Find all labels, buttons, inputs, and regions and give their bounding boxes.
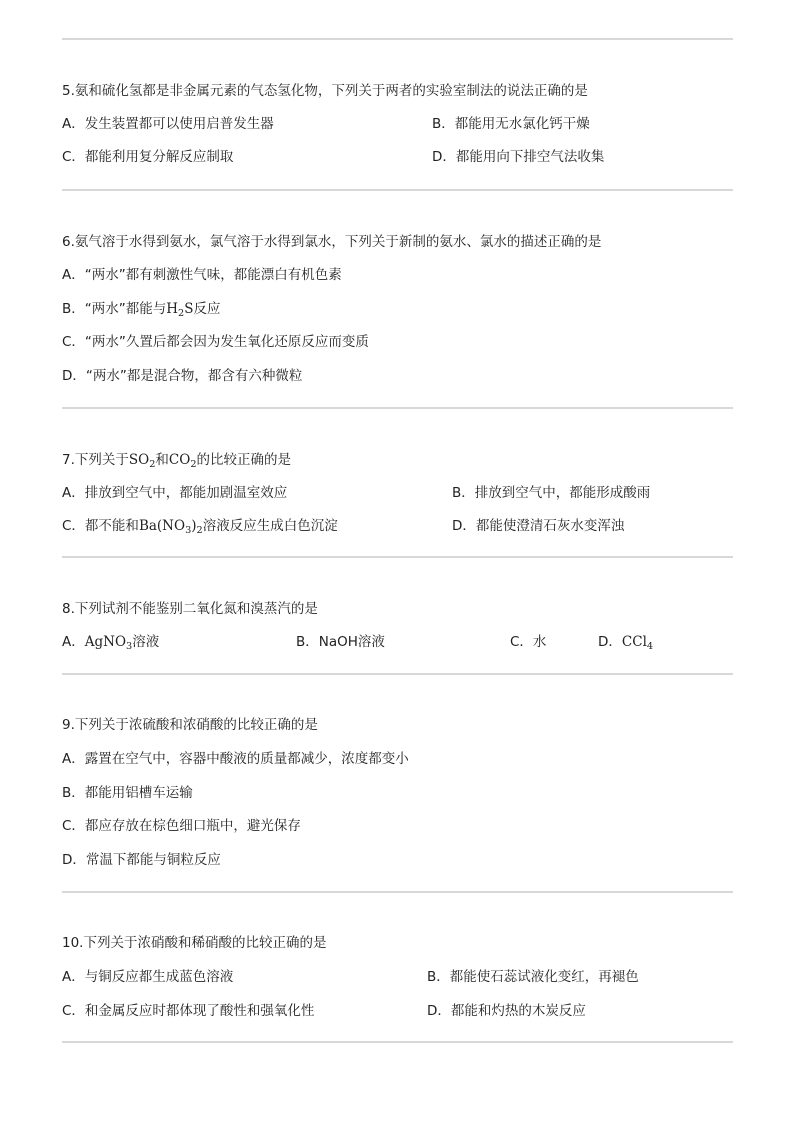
separator-rule	[62, 407, 733, 409]
option-b: B．排放到空气中，都能形成酸雨	[452, 485, 651, 501]
option-b	[62, 300, 220, 318]
option-c: C．都不能和$Ba(NO_3)_2$溶液反应生成白色沉淀	[62, 518, 338, 536]
option-b: B．都能用无水氯化钙干燥	[432, 116, 590, 132]
separator-rule	[62, 891, 733, 893]
formula-h2s: $H_2S$	[166, 301, 194, 319]
option-d: D．常温下都能与铜粒反应	[62, 852, 221, 868]
option-c: C．都应存放在棕色细口瓶中，避光保存	[62, 818, 301, 834]
option-b: B．都能使石蕊试液化变红，再褪色	[427, 969, 639, 985]
separator-rule	[62, 1041, 733, 1043]
separator-rule	[62, 38, 733, 40]
option-d: D．“两水”都是混合物，都含有六种微粒	[62, 368, 303, 384]
option-a: A．发生装置都可以使用启普发生器	[62, 116, 274, 132]
formula-co2: $CO_2$	[168, 452, 197, 470]
formula-so2: $SO_2$	[128, 452, 156, 470]
option-b: B．都能用铝槽车运输	[62, 785, 193, 801]
option-c: C．和金属反应时都体现了酸性和强氧化性	[62, 1003, 315, 1019]
option-a: A．露置在空气中，容器中酸液的质量都减少，浓度都变小	[62, 751, 409, 767]
question-stem: 7.下列关于$SO_2$和$CO_2$的比较正确的是	[62, 452, 291, 470]
option-c: C．都能利用复分解反应制取	[62, 149, 234, 165]
formula-ba-no3-2: $Ba(NO_3)_2$	[138, 518, 203, 536]
separator-rule	[62, 189, 733, 191]
option-a: A．与铜反应都生成蓝色溶液	[62, 969, 234, 985]
formula-agno3: AgNO$_3$	[84, 634, 133, 652]
option-d: D．CCl$_4$	[598, 634, 654, 652]
option-d: D．都能和灼热的木炭反应	[427, 1003, 586, 1019]
formula-ccl4: CCl$_4$	[621, 634, 654, 652]
option-c: C．水	[510, 634, 547, 650]
question-stem: 5.氨和硫化氢都是非金属元素的气态氢化物，下列关于两者的实验室制法的说法正确的是	[62, 83, 588, 99]
question-stem: 8.下列试剂不能鉴别二氧化氮和溴蒸汽的是	[62, 601, 318, 617]
option-b-text-end: 反应	[193, 301, 221, 317]
option-c: C．“两水”久置后都会因为发生氧化还原反应而变质	[62, 334, 369, 350]
separator-rule	[62, 673, 733, 675]
option-d: D．都能用向下排空气法收集	[432, 149, 605, 165]
question-stem: 10.下列关于浓硝酸和稀硝酸的比较正确的是	[62, 935, 327, 951]
separator-rule	[62, 556, 733, 558]
question-stem: 9.下列关于浓硫酸和浓硝酸的比较正确的是	[62, 717, 318, 733]
option-d: D．都能使澄清石灰水变浑浊	[452, 518, 625, 534]
option-b: B．NaOH溶液	[296, 634, 385, 650]
option-a: A．AgNO$_3$溶液	[62, 634, 160, 652]
option-b-text: B．“两水”都能与	[62, 301, 167, 317]
question-stem: 6.氨气溶于水得到氨水，氯气溶于水得到氯水，下列关于新制的氨水、氯水的描述正确的是	[62, 234, 602, 250]
option-a: A．“两水”都有刺激性气味，都能漂白有机色素	[62, 267, 342, 283]
option-a: A．排放到空气中，都能加剧温室效应	[62, 485, 288, 501]
